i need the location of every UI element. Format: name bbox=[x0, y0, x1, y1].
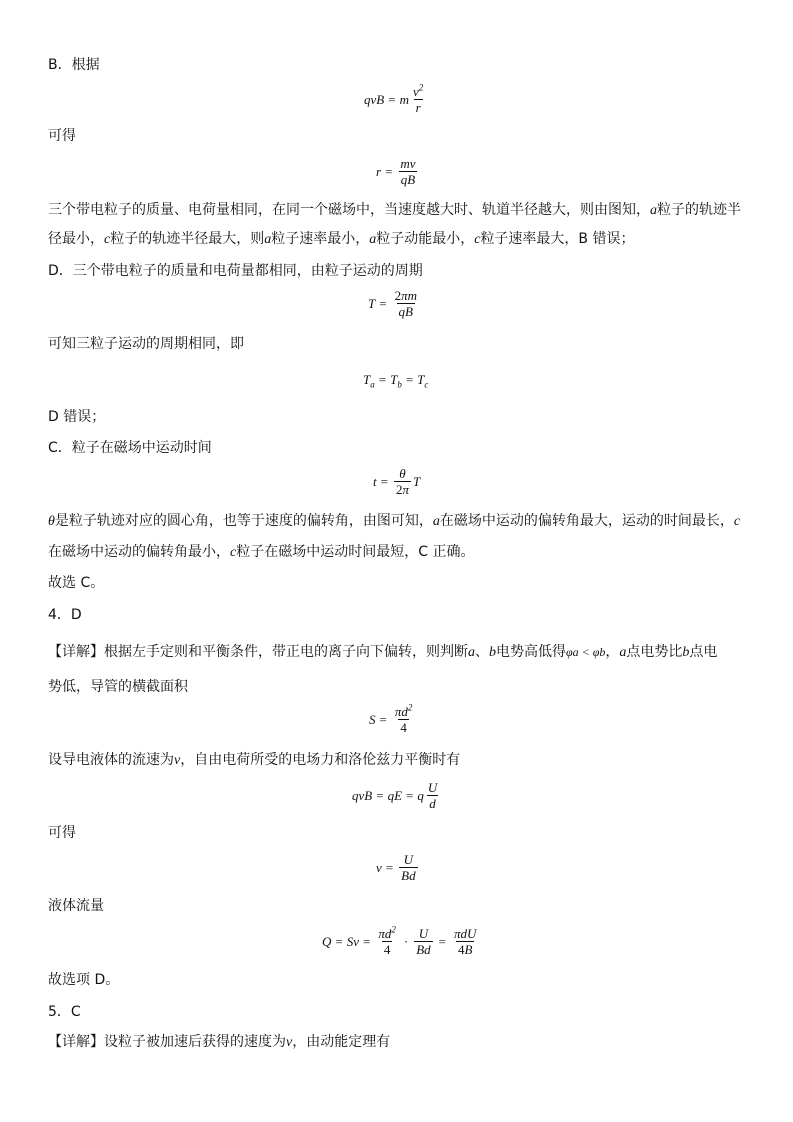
text-kede-1: 可得 bbox=[48, 128, 76, 144]
paragraph-1-line-1: 三个带电粒子的质量、电荷量相同，在同一个磁场中，当速度越大时、轨道半径越大，则由图知，a粒子的轨迹半 bbox=[48, 202, 741, 218]
equation-time: t = $\frac{\theta}{2\pi}$ T bbox=[373, 466, 421, 497]
q4-line-1: 【详解】根据左手定则和平衡条件，带正电的离子向下偏转，则判断a、b电势高低得φa < φb，a点电势比b点电 bbox=[48, 644, 718, 660]
equation-equal-periods: $T_a$ = $T_b$ = $T_c$ bbox=[363, 372, 429, 390]
paragraph-2-line-2: 在磁场中运动的偏转角最小，c粒子在磁场中运动时间最短，C 正确。 bbox=[48, 544, 475, 560]
paragraph-2-line-1: θ是粒子轨迹对应的圆心角，也等于速度的偏转角，由图可知，a在磁场中运动的偏转角最大，运动的时间最长，c bbox=[48, 513, 741, 529]
text-d-wrong: D 错误； bbox=[48, 409, 106, 425]
q5-line-1: 【详解】设粒子被加速后获得的速度为v，由动能定理有 bbox=[48, 1034, 391, 1050]
equation-balance: qvB = qE = q $\frac{U}{d}$ bbox=[352, 780, 438, 811]
equation-area: S = $\frac{\pi d^2}{4}$ bbox=[369, 702, 413, 735]
equation-velocity: v = $\frac{U}{Bd}$ bbox=[376, 852, 416, 883]
text-flow: 液体流量 bbox=[48, 898, 104, 914]
equation-period: T = $\frac{2\pi m}{qB}$ bbox=[368, 288, 417, 319]
text-period-same: 可知三粒子运动的周期相同，即 bbox=[48, 336, 244, 352]
paragraph-1-line-2: 径最小，c粒子的轨迹半径最大，则a粒子速率最小，a粒子动能最小，c粒子速率最大，B 错误； bbox=[48, 231, 635, 247]
equation-flow: Q = Sv = $\frac{\pi d^2}{4}$ · $\frac{U}{Bd}$ = $\frac{\text{πdU}}{4B}$ bbox=[322, 924, 477, 957]
option-c-label: C．粒子在磁场中运动时间 bbox=[48, 440, 212, 456]
text-choose-d: 故选项 D。 bbox=[48, 972, 120, 988]
q4-line-2: 势低，导管的横截面积 bbox=[48, 679, 188, 695]
answer-4-label: 4．D bbox=[48, 607, 82, 623]
text-choose-c: 故选 C。 bbox=[48, 575, 105, 591]
text-kede-2: 可得 bbox=[48, 825, 76, 841]
answer-5-label: 5．C bbox=[48, 1004, 81, 1020]
equation-lorentz: qvB = m $\frac{v^2}{r}$ bbox=[364, 82, 424, 115]
option-b-label: B．根据 bbox=[48, 57, 100, 73]
option-d-label: D．三个带电粒子的质量和电荷量都相同，由粒子运动的周期 bbox=[48, 263, 423, 279]
q4-line-3: 设导电液体的流速为v，自由电荷所受的电场力和洛伦兹力平衡时有 bbox=[48, 752, 461, 768]
equation-radius: r = $\frac{mv}{qB}$ bbox=[376, 156, 416, 187]
